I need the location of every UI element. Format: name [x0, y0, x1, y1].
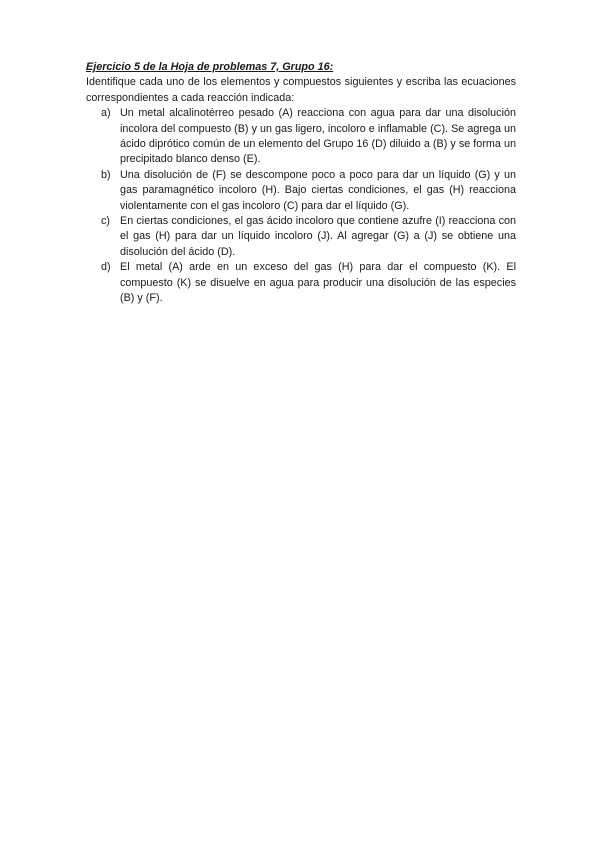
item-text: El metal (A) arde en un exceso del gas (H) para dar el compuesto (K). El compuesto (K) se disuelve en agua para producir una disolución de las especies (B) y (F). [120, 261, 516, 305]
exercise-item-a [86, 106, 516, 168]
item-marker: a) [101, 107, 111, 120]
exercise-item-b [86, 168, 516, 214]
document-body [86, 60, 516, 307]
item-text: Un metal alcalinotérreo pesado (A) reacciona con agua para dar una disolución incolora del compuesto (B) y un gas ligero, incoloro e inflamable (C). Se agrega un ácido diprótico común de un elemento del Grupo 16 (D) diluido a (B) y se forma un precipitado blanco denso (E). [120, 107, 516, 166]
item-marker: b) [101, 168, 111, 181]
exercise-heading: Ejercicio 5 de la Hoja de problemas 7, Grupo 16: [86, 61, 334, 73]
item-text: En ciertas condiciones, el gas ácido incoloro que contiene azufre (I) reacciona con el gas (H) para dar un líquido incoloro (J). Al agregar (G) a (J) se obtiene una disolución del ácido (D). [120, 215, 516, 258]
item-marker: d) [101, 261, 111, 274]
exercise-instructions: Identifique cada uno de los elementos y compuestos siguientes y escriba las ecuaciones correspondientes a cada reacción indicada: [86, 76, 516, 104]
item-text: Una disolución de (F) se descompone poco a poco para dar un líquido (G) y un gas paramagnético incoloro (H). Bajo ciertas condiciones, el gas (H) reacciona violentamente con el gas incoloro (C) para dar el líquido (G). [120, 168, 516, 212]
exercise-item-d [86, 260, 516, 306]
exercise-item-list [86, 106, 516, 306]
item-marker: c) [101, 215, 110, 228]
exercise-item-c [86, 214, 516, 260]
